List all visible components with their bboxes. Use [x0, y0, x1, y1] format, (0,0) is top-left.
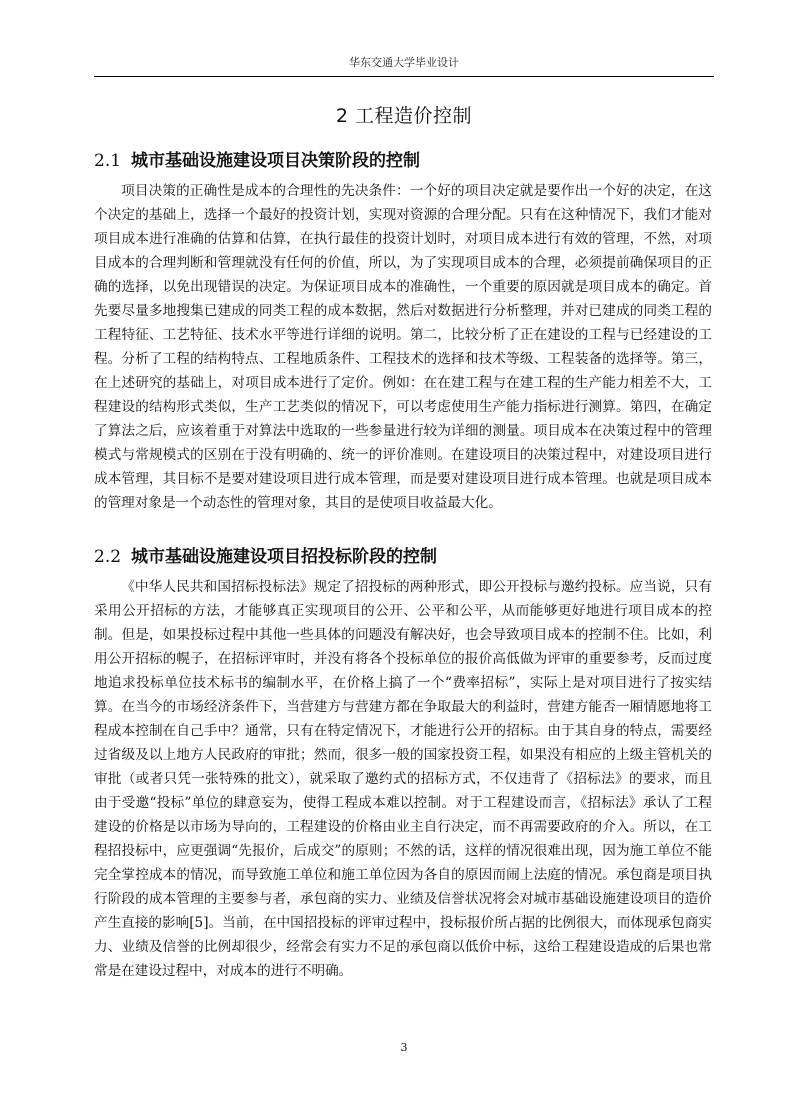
- header-divider: [94, 76, 714, 77]
- running-header: 华东交通大学毕业设计: [349, 56, 459, 69]
- section-title-text: 城市基础设施建设项目决策阶段的控制: [131, 151, 421, 171]
- section-number: 2.2: [94, 547, 122, 567]
- section-number: 2.1: [94, 151, 122, 171]
- section-heading: [94, 546, 714, 568]
- body-paragraph: 《中华人民共和国招标投标法》规定了招投标的两种形式，即公开投标与邀约投标。应当说，只有采用公开招标的方法，才能够真正实现项目的公开、公平和公平，从而能够更好地进行项目成本的控制。但是，如果投标过程中其他一些具体的问题没有解决好，也会导致项目成本的控制不住。比如，利用公开招标的幌子，在招标评审时，并没有将各个投标单位的报价高低做为评审的重要参考，反而过度地追求投标单位技术标书的编制水平，在价格上搞了一个“费率招标”，实际上是对项目进行了按实结算。在当今的市场经济条件下，当营建方与营建方都在争取最大的利益时，营建方能否一厢情愿地将工程成本控制在自己手中？通常，只有在特定情况下，才能进行公开的招标。由于其自身的特点，需要经过省级及以上地方人民政府的审批；然而，很多一般的国家投资工程，如果没有相应的上级主管机关的审批（或者只凭一张特殊的批文），就采取了邀约式的招标方式，不仅违背了《招标法》的要求，而且由于受邀“投标”单位的肆意妄为，使得工程成本难以控制。对于工程建设而言，《招标法》承认了工程建设的价格是以市场为导向的，工程建设的价格由业主自行决定，而不再需要政府的介入。所以，在工程招投标中，应更强调“先报价，后成交”的原则；不然的话，这样的情况很难出现，因为施工单位不能完全掌控成本的情况，而导致施工单位和施工单位因为各自的原因而闹上法庭的情况。承包商是项目执行阶段的成本管理的主要参与者，承包商的实力、业绩及信誉状况将会对城市基础设施建设项目的造价产生直接的影响[5]。当前，在中国招投标的评审过程中，投标报价所占据的比例很大，而体现承包商实力、业绩及信誉的比例却很少，经常会有实力不足的承包商以低价中标，这给工程建设造成的后果也常常是在建设过程中，对成本的进行不明确。: [94, 579, 712, 979]
- body-paragraph: 项目决策的正确性是成本的合理性的先决条件：一个好的项目决定就是要作出一个好的决定，在这个决定的基础上，选择一个最好的投资计划，实现对资源的合理分配。只有在这种情况下，我们才能对项目成本进行准确的估算和估算，在执行最佳的投资计划时，对项目成本进行有效的管理，不然，对项目成本的合理判断和管理就没有任何的价值，所以，为了实现项目成本的合理，必须提前确保项目的正确的选择，以免出现错误的决定。为保证项目成本的准确性，一个重要的原因就是项目成本的确定。首先要尽量多地搜集已建成的同类工程的成本数据，然后对数据进行分析整理，并对已建成的同类工程的工程特征、工艺特征、技术水平等进行详细的说明。第二，比较分析了正在建设的工程与已经建设的工程。分析了工程的结构特点、工程地质条件、工程技术的选择和技术等级、工程装备的选择等。第三，在上述研究的基础上，对项目成本进行了定价。例如：在在建工程与在建工程的生产能力相差不大，工程建设的结构形式类似，生产工艺类似的情况下，可以考虑使用生产能力指标进行测算。第四，在确定了算法之后，应该着重于对算法中选取的一些参量进行较为详细的测量。项目成本在决策过程中的管理模式与常规模式的区别在于没有明确的、统一的评价准则。在建设项目的决策过程中，对建设项目进行成本管理，其目标不是要对建设项目进行成本管理，而是要对建设项目进行成本管理。也就是项目成本的管理对象是一个动态性的管理对象，其目的是使项目收益最大化。: [94, 183, 712, 511]
- chapter-title: 2 工程造价控制: [335, 105, 473, 127]
- section-title-text: 城市基础设施建设项目招投标阶段的控制: [131, 547, 438, 567]
- page-number: 3: [400, 1041, 408, 1054]
- section-heading: [94, 150, 714, 172]
